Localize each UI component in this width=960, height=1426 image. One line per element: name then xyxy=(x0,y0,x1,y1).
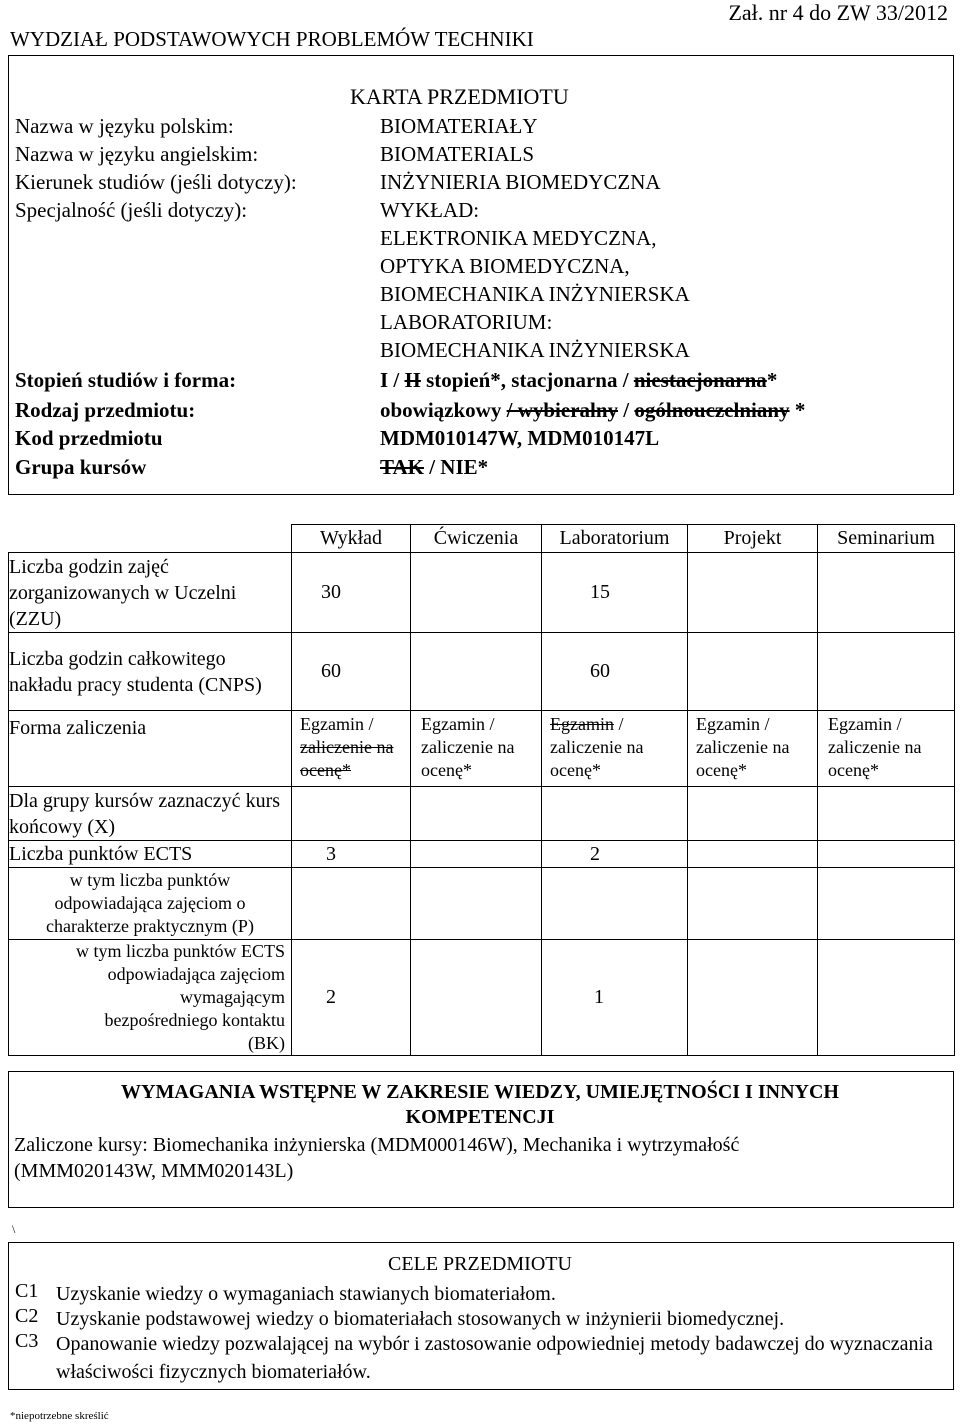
table-row xyxy=(9,633,955,711)
specialty-line: BIOMECHANIKA INŻYNIERSKA xyxy=(380,282,690,306)
zzu-seminar xyxy=(818,553,955,633)
bk-label: w tym liczba punktów ECTS odpowiadająca zajęciom wymagającym bezpośredniego kontaktu (BK) xyxy=(9,940,292,1056)
table-row xyxy=(9,711,955,787)
goal-text: Uzyskanie podstawowej wiedzy o biomateriałach stosowanych w inżynierii biomedycznej. xyxy=(56,1308,785,1330)
type-label: Rodzaj przedmiotu: xyxy=(15,398,196,422)
bk-lecture: 2 xyxy=(292,940,411,1056)
name-pl-label: Nazwa w języku polskim: xyxy=(15,114,234,138)
requirements-text-cont: (MMM020143W, MMM020143L) xyxy=(14,1160,294,1182)
cnps-label: Liczba godzin całkowitego nakładu pracy studenta (CNPS) xyxy=(9,633,292,711)
group-label: Grupa kursów xyxy=(15,455,147,479)
final-lecture xyxy=(292,787,411,841)
form-seminar: Egzamin / zaliczenie na ocenę* xyxy=(818,711,955,787)
code-value: MDM010147W, MDM010147L xyxy=(380,426,660,450)
practical-exercises xyxy=(411,868,542,940)
direction-value: INŻYNIERIA BIOMEDYCZNA xyxy=(380,170,661,194)
bk-project xyxy=(688,940,818,1056)
final-project xyxy=(688,787,818,841)
final-seminar xyxy=(818,787,955,841)
zzu-label: Liczba godzin zajęć zorganizowanych w Uczelni (ZZU) xyxy=(9,553,292,633)
department-name: WYDZIAŁ PODSTAWOWYCH PROBLEMÓW TECHNIKI xyxy=(10,27,534,51)
form-project: Egzamin / zaliczenie na ocenę* xyxy=(688,711,818,787)
cnps-project xyxy=(688,633,818,711)
ects-seminar xyxy=(818,841,955,868)
bk-exercises xyxy=(411,940,542,1056)
header-seminar: Seminarium xyxy=(818,525,955,553)
name-en-label: Nazwa w języku angielskim: xyxy=(15,142,259,166)
stray-mark: \ xyxy=(12,1222,16,1236)
requirements-title: WYMAGANIA WSTĘPNE W ZAKRESIE WIEDZY, UMIEJĘTNOŚCI I INNYCH xyxy=(121,1081,839,1103)
corner-cell xyxy=(9,525,292,553)
degree-label: Stopień studiów i forma: xyxy=(15,368,237,392)
ects-laboratory: 2 xyxy=(542,841,688,868)
table-row xyxy=(9,841,955,868)
footnote: *niepotrzebne skreślić xyxy=(10,1410,109,1422)
ects-lecture: 3 xyxy=(292,841,411,868)
form-lecture: Egzamin / zaliczenie na ocenę* xyxy=(292,711,411,787)
zzu-lecture: 30 xyxy=(292,553,411,633)
specialty-label: Specjalność (jeśli dotyczy): xyxy=(15,198,248,222)
zzu-exercises xyxy=(411,553,542,633)
final-exercises xyxy=(411,787,542,841)
header-laboratory: Laboratorium xyxy=(542,525,688,553)
specialty-line: LABORATORIUM: xyxy=(380,310,553,334)
cnps-seminar xyxy=(818,633,955,711)
card-title: KARTA PRZEDMIOTU xyxy=(350,84,569,109)
name-pl-value: BIOMATERIAŁY xyxy=(380,114,538,138)
header-lecture: Wykład xyxy=(292,525,411,553)
table-row xyxy=(9,868,955,940)
zzu-project xyxy=(688,553,818,633)
code-label: Kod przedmiotu xyxy=(15,426,163,450)
cnps-laboratory: 60 xyxy=(542,633,688,711)
specialty-line: BIOMECHANIKA INŻYNIERSKA xyxy=(380,338,690,362)
requirements-text: Zaliczone kursy: Biomechanika inżynierska (MDM000146W), Mechanika i wytrzymałość xyxy=(14,1134,740,1156)
goal-code: C3 xyxy=(15,1330,39,1352)
table-header-row xyxy=(9,525,955,553)
goal-code: C2 xyxy=(15,1305,39,1327)
final-course-label: Dla grupy kursów zaznaczyć kurs końcowy (X) xyxy=(9,787,292,841)
ects-label: Liczba punktów ECTS xyxy=(9,841,292,868)
practical-project xyxy=(688,868,818,940)
cnps-lecture: 60 xyxy=(292,633,411,711)
form-exercises: Egzamin / zaliczenie na ocenę* xyxy=(411,711,542,787)
bk-seminar xyxy=(818,940,955,1056)
type-value: obowiązkowy / wybieralny / ogólnouczelniany * xyxy=(380,398,806,422)
goal-code: C1 xyxy=(15,1280,39,1302)
practical-label: w tym liczba punktów odpowiadająca zajęciom o charakterze praktycznym (P) xyxy=(9,868,292,940)
name-en-value: BIOMATERIALS xyxy=(380,142,535,166)
attachment-note: Zał. nr 4 do ZW 33/2012 xyxy=(728,0,948,25)
form-label: Forma zaliczenia xyxy=(9,711,292,787)
ects-project xyxy=(688,841,818,868)
hours-table xyxy=(8,524,955,1056)
direction-label: Kierunek studiów (jeśli dotyczy): xyxy=(15,170,297,194)
cnps-exercises xyxy=(411,633,542,711)
zzu-laboratory: 15 xyxy=(542,553,688,633)
table-row xyxy=(9,553,955,633)
goal-text: Opanowanie wiedzy pozwalającej na wybór i zastosowanie odpowiedniej metody badawczej do wyznaczania właściwości fizycznych biomateriałów. xyxy=(56,1333,933,1383)
specialty-line: WYKŁAD: xyxy=(380,198,480,222)
form-laboratory: Egzamin / zaliczenie na ocenę* xyxy=(542,711,688,787)
practical-laboratory xyxy=(542,868,688,940)
header-project: Projekt xyxy=(688,525,818,553)
goal-text: Uzyskanie wiedzy o wymaganiach stawianych biomateriałom. xyxy=(56,1283,556,1305)
practical-lecture xyxy=(292,868,411,940)
table-row xyxy=(9,940,955,1056)
group-value: TAK / NIE* xyxy=(380,455,489,479)
table-row xyxy=(9,787,955,841)
specialty-line: OPTYKA BIOMEDYCZNA, xyxy=(380,254,630,278)
ects-exercises xyxy=(411,841,542,868)
specialty-line: ELEKTRONIKA MEDYCZNA, xyxy=(380,226,657,250)
header-exercises: Ćwiczenia xyxy=(411,525,542,553)
requirements-title-cont: KOMPETENCJI xyxy=(405,1106,555,1128)
bk-laboratory: 1 xyxy=(542,940,688,1056)
final-laboratory xyxy=(542,787,688,841)
practical-seminar xyxy=(818,868,955,940)
goals-title: CELE PRZEDMIOTU xyxy=(388,1253,572,1275)
degree-value: I / II stopień*, stacjonarna / niestacjonarna* xyxy=(380,368,778,392)
